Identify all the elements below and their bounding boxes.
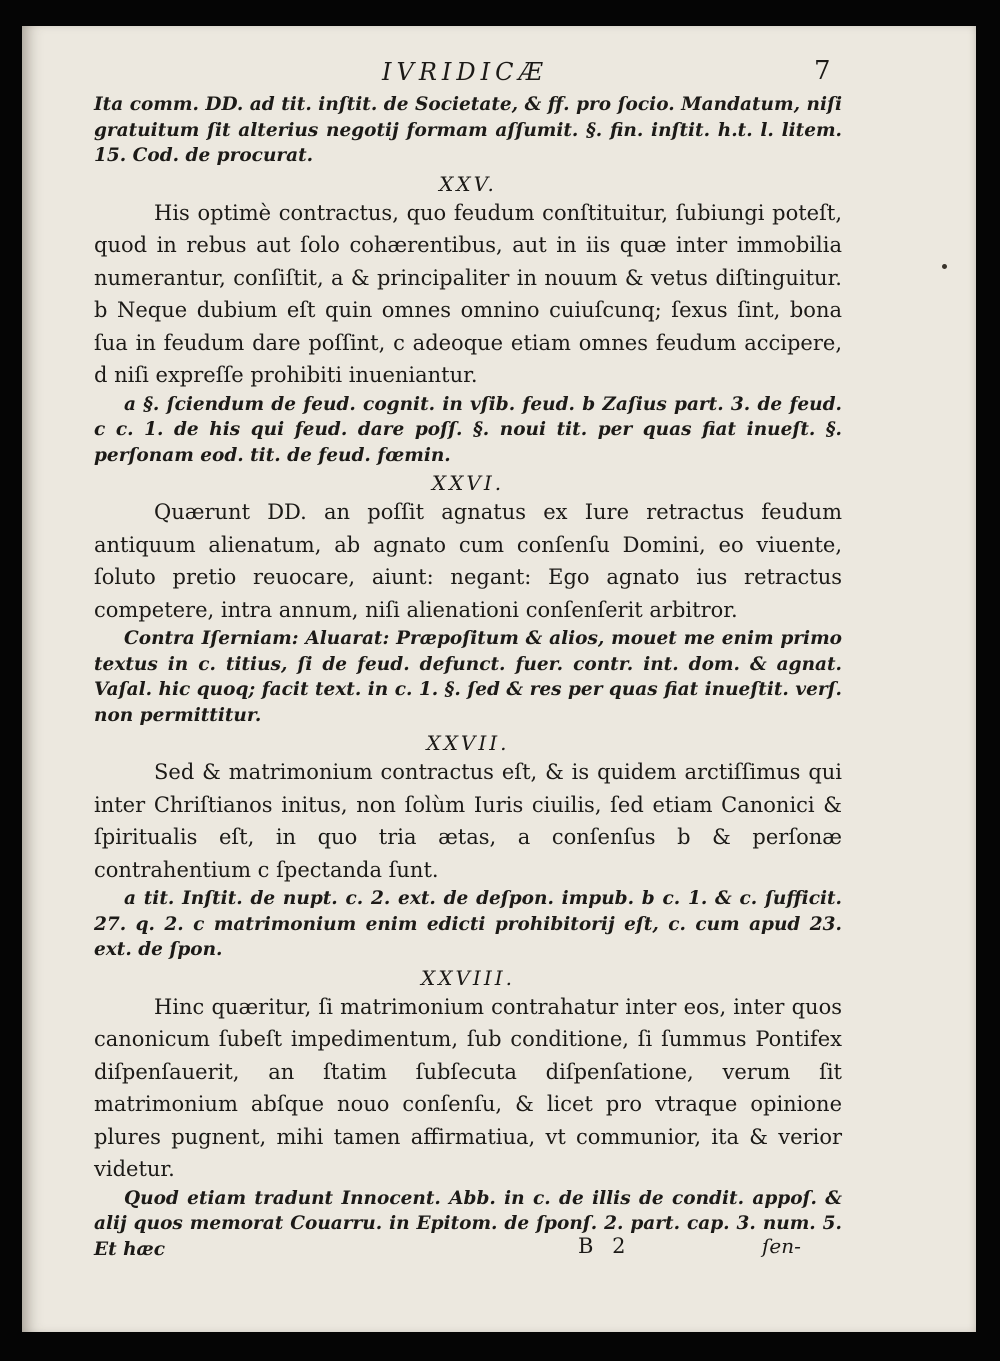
footnote: a tit. Inſtit. de nupt. c. 2. ext. de deſpon. impub. b c. 1. & c. ſufficit. 27. q. 2. c matrimonium enim edicti prohibitorij eſt, c. cum apud 23. ext. de ſpon. xyxy=(94,888,842,960)
section-number: XXV. xyxy=(439,171,497,196)
paragraph: His optimè contractus, quo feudum conſtituitur, ſubiungi poteſt, quod in rebus aut ſolo cohærentibus, aut in iis quæ inter immobilia numerantur, conſiſtit, a & principaliter in nouum & vetus diſtinguitur. b Neque dubium eſt quin omnes omnino cuiuſcunq; ſexus ſint, bona ſua in feudum dare poſſint, c adeoque etiam omnes feudum accipere, d niſi expreſſe prohibiti inueniantur. xyxy=(94,200,842,387)
book-page xyxy=(22,26,976,1332)
footnote: Quod etiam tradunt Innocent. Abb. in c. de illis de condit. appoſ. & alij quos memorat Couarru. in Epitom. de ſponſ. 2. part. cap. 3. num. 5. Et hæc xyxy=(94,1187,842,1260)
section-number: XXVI. xyxy=(431,471,505,495)
running-head: IVRIDICÆ xyxy=(382,58,548,86)
paragraph: Hinc quæritur, ſi matrimonium contrahatur inter eos, inter quos canonicum ſubeſt impedimentum, ſub conditione, ſi ſummus Pontifex diſpenſauerit, an ſtatim ſubſecuta diſpenſatione, verum ſit matrimonium abſque nouo conſenſu, & licet pro vtraque opinione plures pugnent, mihi tamen affirmatiua, vt communior, ita & verior videtur. xyxy=(94,994,842,1181)
continued-note: Ita comm. DD. ad tit. inſtit. de Societate, & ff. pro ſocio. Mandatum, niſi gratuitum ſit alterius negotij formam aſſumit. §. fin. inſtit. h.t. l. litem. 15. Cod. de procurat. xyxy=(94,94,842,166)
text-body xyxy=(94,92,842,1262)
page-number: 7 xyxy=(814,56,831,86)
paragraph: Quærunt DD. an poſſit agnatus ex Iure retractus feudum antiquum alienatum, ab agnato cum conſenſu Domini, eo viuente, ſoluto pretio reuocare, aiunt: negant: Ego agnato ius retractus competere, intra annum, niſi alienationi conſenſerit arbitror. xyxy=(94,500,842,622)
footnote: a §. ſciendum de feud. cognit. in vſib. feud. b Zaſius part. 3. de feud. c c. 1. de his qui feud. dare poſſ. §. noui tit. per quas fiat inueſt. §. perſonam eod. tit. de feud. fœmin. xyxy=(94,393,842,466)
footnote: Contra Iſerniam: Aluarat: Præpoſitum & alios, mouet me enim primo textus in c. titius, ſi de feud. defunct. fuer. contr. int. dom. & agnat. Vaſal. hic quoq; facit text. in c. 1. §. ſed & res per quas fiat inueſtit. verſ. non permittitur. xyxy=(94,628,842,726)
section-number: XXVII. xyxy=(426,731,510,755)
section-number: XXVIII. xyxy=(421,965,515,990)
paragraph: Sed & matrimonium contractus eſt, & is quidem arctiſſimus qui inter Chriſtianos initus, non ſolùm Iuris ciuilis, ſed etiam Canonici & ſpiritualis eſt, in quo tria ætas, a conſenſus b & perſonæ contrahentium c ſpectanda ſunt. xyxy=(94,760,842,882)
signature-mark: B 2 xyxy=(578,1234,632,1258)
ink-spot xyxy=(942,264,947,269)
catchword: ſen- xyxy=(762,1234,801,1258)
